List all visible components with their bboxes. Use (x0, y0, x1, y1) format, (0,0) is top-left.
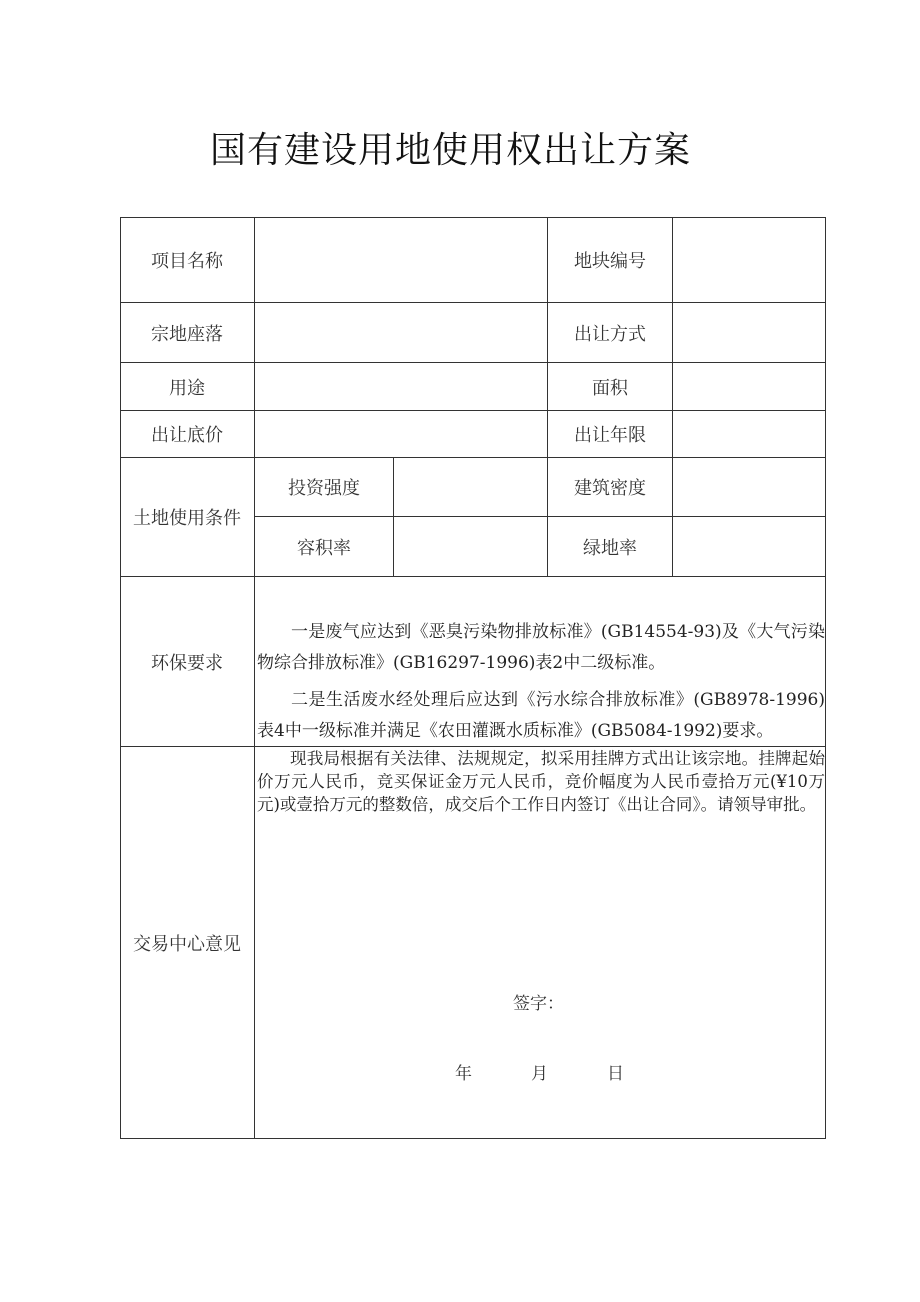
date-month-label: 月 (531, 1064, 548, 1084)
area-label: 面积 (548, 363, 673, 411)
environmental-requirements-text (257, 617, 825, 747)
plot-ratio-field[interactable] (394, 517, 548, 577)
center-opinion-label: 交易中心意见 (120, 747, 255, 1139)
location-field[interactable] (255, 303, 548, 363)
signature-label: 签字： (513, 994, 564, 1014)
page-title: 国有建设用地使用权出让方案 (210, 130, 692, 171)
investment-intensity-label: 投资强度 (255, 458, 394, 517)
transfer-method-label: 出让方式 (548, 303, 673, 363)
date-day-label: 日 (607, 1064, 624, 1084)
center-opinion-cell[interactable] (255, 747, 826, 1139)
green-ratio-field[interactable] (673, 517, 826, 577)
environmental-item-exhaust: 一是废气应达到《恶臭污染物排放标准》(GB14554-93)及《大气污染物综合排放标准》(GB16297-1996)表2中二级标准。 (257, 622, 825, 673)
project-name-label: 项目名称 (120, 217, 255, 303)
environmental-item-wastewater: 二是生活废水经处理后应达到《污水综合排放标准》(GB8978-1996)表4中一级标准并满足《农田灌溉水质标准》(GB5084-1992)要求。 (257, 690, 825, 741)
project-name-field[interactable] (255, 217, 548, 303)
date-year-label: 年 (455, 1064, 472, 1084)
plot-number-field[interactable] (673, 217, 826, 303)
location-label: 宗地座落 (120, 303, 255, 363)
base-price-field[interactable] (255, 411, 548, 458)
building-density-field[interactable] (673, 458, 826, 517)
environmental-requirements-cell (255, 577, 826, 747)
plot-number-label: 地块编号 (548, 217, 673, 303)
usage-label: 用途 (120, 363, 255, 411)
opinion-paragraph: 现我局根据有关法律、法规规定，拟采用挂牌方式出让该宗地。挂牌起始价万元人民币，竞买保证金万元人民币，竞价幅度为人民币壹拾万元(¥10万元)或壹拾万元的整数倍，成交后个工作日内签订《出让合同》。请领导审批。 (257, 749, 825, 814)
area-field[interactable] (673, 363, 826, 411)
environmental-label: 环保要求 (120, 577, 255, 747)
base-price-label: 出让底价 (120, 411, 255, 458)
plot-ratio-label: 容积率 (255, 517, 394, 577)
center-opinion-text (257, 747, 825, 816)
building-density-label: 建筑密度 (548, 458, 673, 517)
transfer-method-field[interactable] (673, 303, 826, 363)
term-label: 出让年限 (548, 411, 673, 458)
usage-field[interactable] (255, 363, 548, 411)
investment-intensity-field[interactable] (394, 458, 548, 517)
term-field[interactable] (673, 411, 826, 458)
transfer-plan-form (120, 217, 826, 1139)
green-ratio-label: 绿地率 (548, 517, 673, 577)
land-use-conditions-label: 土地使用条件 (120, 458, 255, 577)
